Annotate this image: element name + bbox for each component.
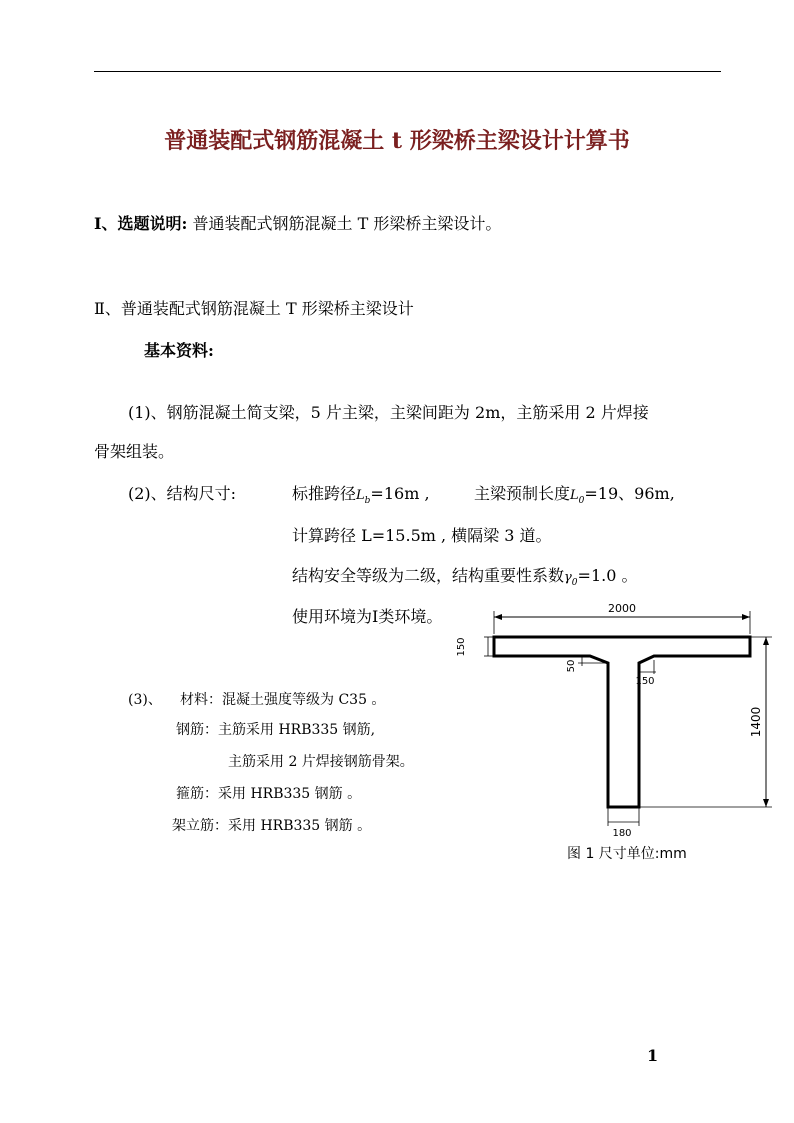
item1-line1: (1)、钢筋混凝土简支梁，5 片主梁，主梁间距为 2m，主筋采用 2 片焊接 [128,403,649,422]
item3-line4: 箍筋：采用 HRB335 钢筋 。 [176,786,362,802]
dim-haunch-h-label: 50 [566,659,577,673]
item2-len-pre: 主梁预制长度 [474,484,571,503]
item3-line5: 架立筋：采用 HRB335 钢筋 。 [172,818,372,834]
dim-width-label: 2000 [608,602,636,615]
item2-line3-sub: 0 [571,578,578,589]
item2-line3-val: =1.0 。 [577,566,638,585]
section1-label: Ⅰ、选题说明: [94,214,188,233]
item2-len-val: =19、96m, [584,484,675,503]
page-title: 普通装配式钢筋混凝土 t 形梁桥主梁设计计算书 [164,128,630,154]
item2-label: (2)、结构尺寸: [128,484,237,503]
section1-line [94,211,501,234]
dim-height-label: 1400 [749,706,763,738]
basic-info-label: 基本资料: [144,341,214,360]
t-beam-section-figure [450,600,780,860]
arrow-bottom [763,799,769,807]
arrow-left [494,614,502,620]
item2-line3-pre: 结构安全等级为二级，结构重要性系数 [292,566,565,585]
item2-span-sub: b [364,496,371,507]
dim-flange-label: 150 [456,637,467,657]
item2-line2: 计算跨径 L=15.5m , 横隔梁 3 道。 [292,526,552,545]
item3-label: (3)、 [128,692,162,708]
item2-length [474,481,675,506]
section2-heading: Ⅱ、普通装配式钢筋混凝土 T 形梁桥主梁设计 [94,299,414,318]
arrow-top [763,637,769,645]
item2-len-sub: 0 [578,496,585,507]
item2-line4: 使用环境为Ⅰ类环境。 [292,607,443,626]
t-beam-outline [494,637,750,807]
item2-span-val: =16m , [370,484,430,503]
arrow-right [742,614,750,620]
section1-text: 普通装配式钢筋混凝土 T 形梁桥主梁设计。 [192,214,502,233]
item2-span-pre: 标推跨径 [292,484,357,503]
item3-line3: 主筋采用 2 片焊接钢筋骨架。 [228,754,414,770]
item3-line1: 材料：混凝土强度等级为 C35 。 [180,692,386,708]
page-number: 1 [647,1046,659,1065]
dim-web-label: 180 [612,828,632,839]
item2-span-sym: L [356,488,365,503]
dim-haunch-w-label: 150 [635,676,655,687]
item2-line3-sym: γ [564,570,572,585]
item2-len-sym: L [570,488,579,503]
item2-span [292,481,430,506]
item2-line3 [292,563,637,588]
header-rule [94,71,721,72]
item3-line2: 钢筋：主筋采用 HRB335 钢筋, [176,722,376,738]
figure-caption: 图 1 尺寸单位:mm [567,846,687,862]
item1-line2: 骨架组装。 [94,442,175,461]
